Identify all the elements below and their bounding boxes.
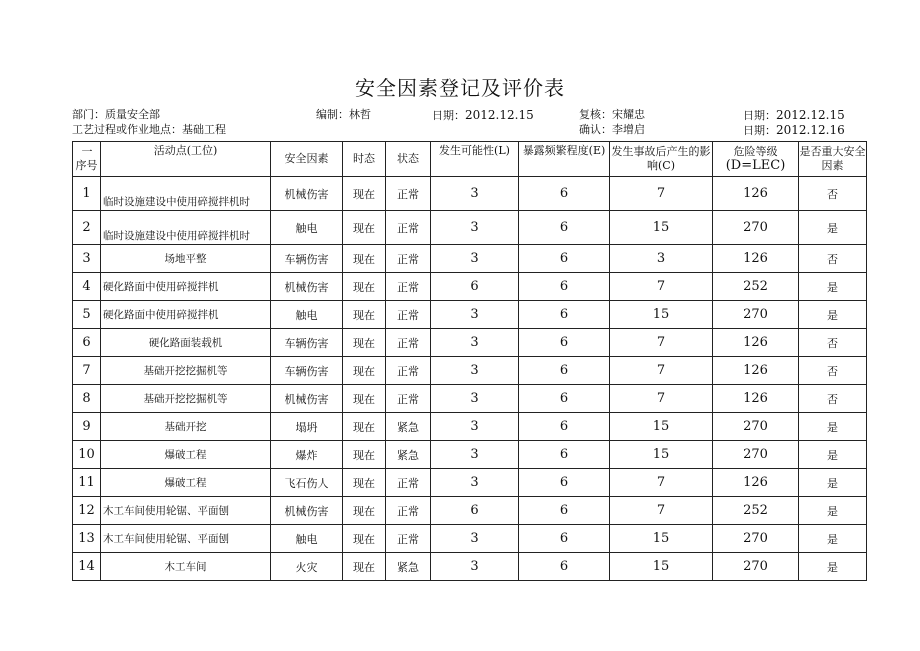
row-consequence: 3 [610, 245, 713, 273]
row-likelihood: 3 [431, 177, 519, 211]
row-consequence: 7 [610, 177, 713, 211]
row-factor: 机械伤害 [271, 385, 343, 413]
table-row [73, 553, 867, 581]
row-consequence: 15 [610, 413, 713, 441]
row-risk-level: 270 [713, 525, 799, 553]
row-likelihood: 3 [431, 441, 519, 469]
header-tense: 时态 [343, 142, 386, 177]
header-risk-level [713, 142, 799, 177]
row-activity: 木工车间 [101, 553, 271, 581]
table-row [73, 211, 867, 245]
row-no: 7 [73, 357, 101, 385]
date2-value: 2012.12.15 [776, 108, 845, 122]
table-row [73, 385, 867, 413]
row-activity: 爆破工程 [101, 441, 271, 469]
row-no: 10 [73, 441, 101, 469]
row-major: 否 [799, 245, 867, 273]
document-title: 安全因素登记及评价表 [355, 76, 565, 100]
row-activity: 木工车间使用轮锯、平面刨 [101, 525, 271, 553]
row-state: 正常 [386, 357, 431, 385]
row-likelihood: 3 [431, 329, 519, 357]
date3-label: 日期： [743, 124, 776, 137]
row-consequence: 15 [610, 301, 713, 329]
row-no: 14 [73, 553, 101, 581]
row-tense: 现在 [343, 413, 386, 441]
row-likelihood: 3 [431, 525, 519, 553]
row-exposure: 6 [519, 245, 610, 273]
row-state: 正常 [386, 329, 431, 357]
row-risk-level: 126 [713, 329, 799, 357]
row-likelihood: 3 [431, 357, 519, 385]
date2-field [743, 108, 845, 123]
row-state: 正常 [386, 273, 431, 301]
row-state: 正常 [386, 177, 431, 211]
row-tense: 现在 [343, 553, 386, 581]
row-factor: 机械伤害 [271, 177, 343, 211]
confirm-label: 确认：李增启 [579, 123, 645, 136]
row-risk-level: 252 [713, 273, 799, 301]
row-consequence: 7 [610, 385, 713, 413]
row-factor: 塌坍 [271, 413, 343, 441]
header-major: 是否重大安全因素 [799, 142, 867, 177]
row-major: 否 [799, 357, 867, 385]
date2-label: 日期： [743, 109, 776, 122]
row-tense: 现在 [343, 385, 386, 413]
row-no: 6 [73, 329, 101, 357]
row-activity: 木工车间使用轮锯、平面刨 [101, 497, 271, 525]
row-consequence: 15 [610, 553, 713, 581]
row-risk-level: 126 [713, 357, 799, 385]
row-major: 是 [799, 553, 867, 581]
row-exposure: 6 [519, 497, 610, 525]
row-consequence: 15 [610, 441, 713, 469]
row-activity: 场地平整 [101, 245, 271, 273]
header-activity: 活动点(工位) [101, 142, 271, 177]
row-major: 否 [799, 177, 867, 211]
row-state: 正常 [386, 525, 431, 553]
row-exposure: 6 [519, 273, 610, 301]
date1-field [432, 108, 534, 123]
row-factor: 爆炸 [271, 441, 343, 469]
row-state: 正常 [386, 211, 431, 245]
row-likelihood: 3 [431, 245, 519, 273]
table-row [73, 273, 867, 301]
row-risk-level: 126 [713, 245, 799, 273]
row-tense: 现在 [343, 525, 386, 553]
row-tense: 现在 [343, 357, 386, 385]
row-exposure: 6 [519, 357, 610, 385]
row-state: 正常 [386, 497, 431, 525]
safety-factor-table [72, 141, 867, 581]
row-consequence: 7 [610, 357, 713, 385]
row-factor: 机械伤害 [271, 497, 343, 525]
row-major: 是 [799, 525, 867, 553]
row-likelihood: 6 [431, 497, 519, 525]
date3-field [743, 123, 845, 138]
row-tense: 现在 [343, 441, 386, 469]
row-major: 否 [799, 385, 867, 413]
row-no: 5 [73, 301, 101, 329]
table-row [73, 497, 867, 525]
row-exposure: 6 [519, 469, 610, 497]
row-exposure: 6 [519, 301, 610, 329]
row-risk-level: 270 [713, 211, 799, 245]
row-likelihood: 3 [431, 413, 519, 441]
header-seq-dash: 一 [81, 145, 92, 158]
header-likelihood: 发生可能性(L) [431, 142, 519, 177]
row-risk-level: 270 [713, 413, 799, 441]
row-tense: 现在 [343, 329, 386, 357]
date1-label: 日期： [432, 109, 465, 122]
row-factor: 车辆伤害 [271, 357, 343, 385]
header-risk-line1: 危险等级 [733, 145, 778, 158]
row-tense: 现在 [343, 497, 386, 525]
row-risk-level: 270 [713, 301, 799, 329]
row-no: 9 [73, 413, 101, 441]
row-major: 是 [799, 469, 867, 497]
row-exposure: 6 [519, 553, 610, 581]
row-state: 紧急 [386, 553, 431, 581]
row-risk-level: 126 [713, 469, 799, 497]
table-row [73, 357, 867, 385]
row-activity: 临时设施建设中使用碎搅拌机时 [101, 177, 271, 211]
header-consequence: 发生事故后产生的影响(C) [610, 142, 713, 177]
table-row [73, 177, 867, 211]
table-row [73, 413, 867, 441]
row-risk-level: 126 [713, 385, 799, 413]
row-no: 8 [73, 385, 101, 413]
row-tense: 现在 [343, 177, 386, 211]
row-consequence: 15 [610, 211, 713, 245]
header-state: 状态 [386, 142, 431, 177]
row-factor: 机械伤害 [271, 273, 343, 301]
row-consequence: 7 [610, 273, 713, 301]
row-state: 紧急 [386, 441, 431, 469]
row-factor: 触电 [271, 301, 343, 329]
row-likelihood: 3 [431, 301, 519, 329]
row-major: 是 [799, 211, 867, 245]
row-likelihood: 3 [431, 385, 519, 413]
row-no: 2 [73, 211, 101, 245]
header-risk-line2: (D=LEC) [725, 158, 786, 173]
row-exposure: 6 [519, 413, 610, 441]
row-state: 正常 [386, 469, 431, 497]
row-likelihood: 3 [431, 469, 519, 497]
header-exposure: 暴露频繁程度(E) [519, 142, 610, 177]
row-exposure: 6 [519, 329, 610, 357]
row-factor: 触电 [271, 211, 343, 245]
row-major: 是 [799, 497, 867, 525]
row-exposure: 6 [519, 385, 610, 413]
row-consequence: 7 [610, 469, 713, 497]
row-factor: 车辆伤害 [271, 329, 343, 357]
row-exposure: 6 [519, 177, 610, 211]
row-risk-level: 126 [713, 177, 799, 211]
row-tense: 现在 [343, 301, 386, 329]
row-state: 正常 [386, 245, 431, 273]
row-activity: 基础开挖挖掘机等 [101, 385, 271, 413]
row-major: 是 [799, 301, 867, 329]
row-exposure: 6 [519, 525, 610, 553]
row-likelihood: 6 [431, 273, 519, 301]
row-activity: 硬化路面中使用碎搅拌机 [101, 301, 271, 329]
row-no: 11 [73, 469, 101, 497]
row-no: 4 [73, 273, 101, 301]
date1-value: 2012.12.15 [465, 108, 534, 122]
row-no: 13 [73, 525, 101, 553]
table-row [73, 469, 867, 497]
row-factor: 触电 [271, 525, 343, 553]
row-factor: 飞石伤人 [271, 469, 343, 497]
row-major: 是 [799, 441, 867, 469]
row-major: 是 [799, 273, 867, 301]
row-activity: 硬化路面装载机 [101, 329, 271, 357]
row-no: 12 [73, 497, 101, 525]
header-row [73, 142, 867, 177]
row-major: 否 [799, 329, 867, 357]
row-consequence: 7 [610, 497, 713, 525]
compiler-label: 编制：林哲 [316, 108, 371, 121]
row-risk-level: 270 [713, 553, 799, 581]
row-activity: 基础开挖 [101, 413, 271, 441]
row-consequence: 15 [610, 525, 713, 553]
header-seq [73, 142, 101, 177]
header-seq-label: 序号 [75, 159, 98, 172]
header-factor: 安全因素 [271, 142, 343, 177]
row-activity: 临时设施建设中使用碎搅拌机时 [101, 211, 271, 245]
row-activity: 基础开挖挖掘机等 [101, 357, 271, 385]
row-consequence: 7 [610, 329, 713, 357]
table-row [73, 441, 867, 469]
table-row [73, 245, 867, 273]
row-risk-level: 270 [713, 441, 799, 469]
row-state: 正常 [386, 301, 431, 329]
row-no: 1 [73, 177, 101, 211]
table-row [73, 525, 867, 553]
row-tense: 现在 [343, 273, 386, 301]
table-row [73, 329, 867, 357]
row-likelihood: 3 [431, 211, 519, 245]
department-label: 部门：质量安全部 [72, 108, 160, 121]
row-tense: 现在 [343, 245, 386, 273]
row-factor: 车辆伤害 [271, 245, 343, 273]
reviewer-label: 复核：宋耀忠 [579, 108, 645, 121]
row-risk-level: 252 [713, 497, 799, 525]
table-row [73, 301, 867, 329]
row-state: 紧急 [386, 413, 431, 441]
row-likelihood: 3 [431, 553, 519, 581]
process-label: 工艺过程或作业地点：基础工程 [72, 123, 226, 136]
row-activity: 硬化路面中使用碎搅拌机 [101, 273, 271, 301]
row-exposure: 6 [519, 211, 610, 245]
date3-value: 2012.12.16 [776, 123, 845, 137]
row-tense: 现在 [343, 211, 386, 245]
row-tense: 现在 [343, 469, 386, 497]
row-exposure: 6 [519, 441, 610, 469]
row-activity: 爆破工程 [101, 469, 271, 497]
row-major: 是 [799, 413, 867, 441]
row-state: 正常 [386, 385, 431, 413]
row-no: 3 [73, 245, 101, 273]
row-factor: 火灾 [271, 553, 343, 581]
